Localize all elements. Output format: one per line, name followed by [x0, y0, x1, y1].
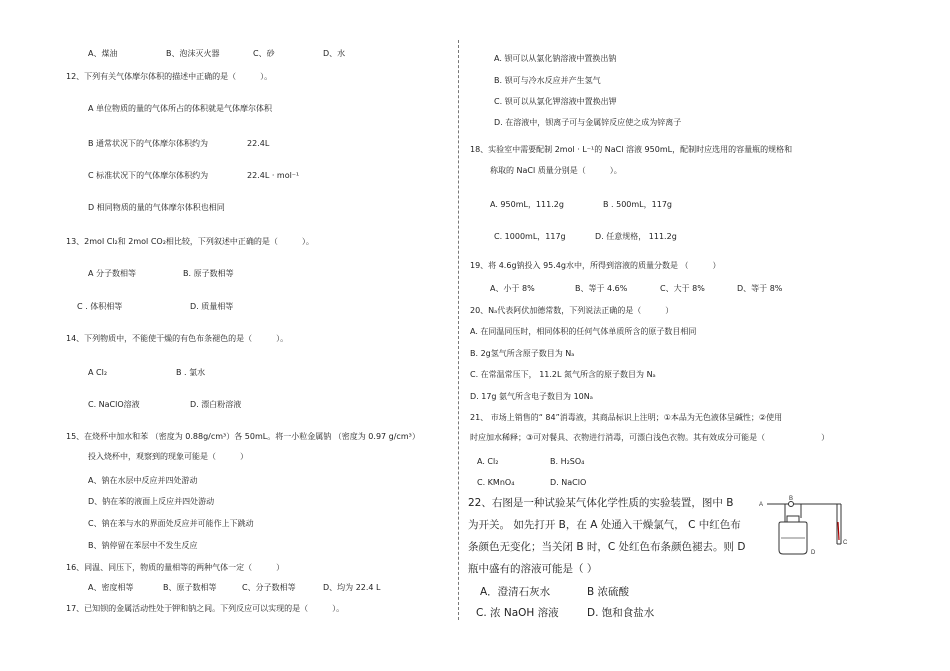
q16-option-b: B、原子数相等 — [163, 583, 217, 592]
red-cloth-strip — [838, 522, 839, 540]
q22-line3: 条颜色无变化；当关闭 B 时，C 处红色布条颜色褪去。则 D — [468, 541, 746, 553]
q21-stem-line2: 时应加水稀释；③可对餐具、衣物进行消毒，可漂白浅色衣物。其有效成分可能是（ ） — [470, 433, 830, 442]
q17-option-c: C. 钡可以从氯化钾溶液中置换出钾 — [494, 97, 617, 106]
q19-option-a: A、小于 8% — [490, 284, 535, 293]
q20-stem: 20、Nₐ代表阿伏加德常数，下列说法正确的是（ ） — [470, 306, 674, 315]
q12-option-b: B 通常状况下的气体摩尔体积约为 — [88, 139, 209, 148]
q18-option-d: D. 任意规格， 111.2g — [595, 232, 677, 241]
q13-option-b: B. 原子数相等 — [183, 269, 234, 278]
q22-option-c: C. 浓 NaOH 溶液 — [476, 607, 559, 619]
q21-option-c: C. KMnO₄ — [477, 478, 515, 487]
q15-stem-line2: 投入烧杯中，观察到的现象可能是（ ） — [88, 452, 248, 461]
q22-line1: 22、右图是一种试验某气体化学性质的实验装置，图中 B — [468, 497, 734, 509]
q22-line2: 为开关。 如先打开 B，在 A 处通入干燥氯气， C 中红色布 — [468, 519, 741, 531]
q22-option-b: B 浓硫酸 — [587, 586, 630, 598]
q13-option-c: C . 体积相等 — [77, 302, 123, 311]
q15-stem: 15、在烧杯中加水和苯 （密度为 0.88g/cm³）各 50mL。将一小粒金属钠 （密度为 0.97 g/cm³） — [66, 432, 420, 441]
q21-option-d: D. NaClO — [550, 478, 587, 487]
q16-option-c: C、分子数相等 — [242, 583, 296, 592]
q22-option-a: A．澄清石灰水 — [480, 586, 551, 598]
q20-option-d: D. 17g 氨气所含电子数目为 10Nₐ — [470, 392, 593, 401]
label-d: D — [811, 550, 816, 556]
q11-option-a: A、煤油 — [88, 49, 118, 58]
q21-option-b: B. H₂SO₄ — [550, 457, 585, 466]
q11-option-d: D、水 — [323, 49, 346, 58]
q18-stem: 18、实验室中需要配制 2mol · L⁻¹的 NaCl 溶液 950mL，配制时应选用的容量瓶的规格和 — [470, 145, 793, 154]
q15-option-d: D、钠在苯的液面上反应并四处游动 — [88, 497, 215, 506]
q17-stem: 17、已知钡的金属活动性处于钾和钠之间。下列反应可以实现的是（ ）。 — [66, 604, 345, 613]
q13-option-d: D. 质量相等 — [190, 302, 234, 311]
q13-stem: 13、2mol Cl₂和 2mol CO₂相比较，下列叙述中正确的是（ ）。 — [66, 237, 314, 246]
q21-stem: 21、 市场上销售的“ 84”消毒液，其商品标识上注明；①本品为无色液体呈碱性；②使用 — [470, 413, 783, 422]
q19-option-c: C、大于 8% — [660, 284, 705, 293]
q18-option-b: B . 500mL，117g — [603, 200, 672, 209]
q17-option-b: B. 钡可与冷水反应并产生氢气 — [494, 76, 601, 85]
q18-option-a: A. 950mL，111.2g — [490, 200, 564, 209]
gas-test-apparatus-diagram — [757, 494, 850, 560]
q12-option-c: C 标准状况下的气体摩尔体积约为 — [88, 171, 209, 180]
q17-option-a: A. 钡可以从氯化钠溶液中置换出钠 — [494, 54, 617, 63]
q15-option-c: C、钠在苯与水的界面处反应并可能作上下跳动 — [88, 519, 254, 528]
q16-option-a: A、密度相等 — [88, 583, 134, 592]
q11-option-c: C、砂 — [253, 49, 275, 58]
q11-option-b: B、泡沫灭火器 — [166, 49, 220, 58]
q20-option-a: A. 在同温同压时，相同体积的任何气体单质所含的原子数目相同 — [470, 327, 697, 336]
q17-option-d: D. 在溶液中，钡离子可与金属锌反应使之成为锌离子 — [494, 118, 682, 127]
q12-option-a: A 单位物质的量的气体所占的体积就是气体摩尔体积 — [88, 104, 273, 113]
q14-stem: 14、下列物质中，不能使干燥的有色布条褪色的是（ ）。 — [66, 334, 289, 343]
q20-option-c: C. 在常温常压下， 11.2L 氮气所含的原子数目为 Nₐ — [470, 370, 656, 379]
q19-option-b: B、等于 4.6% — [575, 284, 628, 293]
q14-option-c: C. NaClO溶液 — [88, 400, 140, 409]
column-divider — [458, 40, 460, 620]
label-c: C — [843, 540, 848, 546]
q22-option-d: D. 饱和食盐水 — [587, 607, 655, 619]
q18-stem-line2: 称取的 NaCl 质量分别是（ ）。 — [490, 166, 622, 175]
q19-option-d: D、等于 8% — [737, 284, 783, 293]
q16-option-d: D、均为 22.4 L — [323, 583, 381, 592]
q12-option-b-value: 22.4L — [247, 139, 270, 148]
q14-option-d: D. 漂白粉溶液 — [190, 400, 242, 409]
q12-option-c-value: 22.4L · mol⁻¹ — [247, 171, 300, 180]
q14-option-a: A Cl₂ — [88, 368, 108, 377]
q16-stem: 16、同温、同压下，物质的量相等的两种气体一定（ ） — [66, 563, 285, 572]
q22-line4: 瓶中盛有的溶液可能是（ ） — [468, 563, 598, 575]
q15-option-b: B、钠停留在苯层中不发生反应 — [88, 541, 198, 550]
bottle-stopper — [787, 516, 799, 522]
q20-option-b: B. 2g氢气所含原子数目为 Nₐ — [470, 349, 575, 358]
q12-stem: 12、下列有关气体摩尔体积的描述中正确的是（ ）。 — [66, 72, 273, 81]
q14-option-b: B . 氯水 — [176, 368, 206, 377]
q21-option-a: A. Cl₂ — [477, 457, 499, 466]
q15-option-a: A、钠在水层中反应并四处游动 — [88, 476, 198, 485]
q18-option-c: C. 1000mL，117g — [494, 232, 566, 241]
label-b: B — [789, 496, 794, 502]
switch-b — [789, 502, 794, 507]
q19-stem: 19、将 4.6g钠投入 95.4g水中，所得到溶液的质量分数是 （ ） — [470, 261, 721, 270]
q12-option-d: D 相同物质的量的气体摩尔体积也相同 — [88, 203, 225, 212]
label-a: A — [759, 502, 764, 508]
q13-option-a: A 分子数相等 — [88, 269, 137, 278]
